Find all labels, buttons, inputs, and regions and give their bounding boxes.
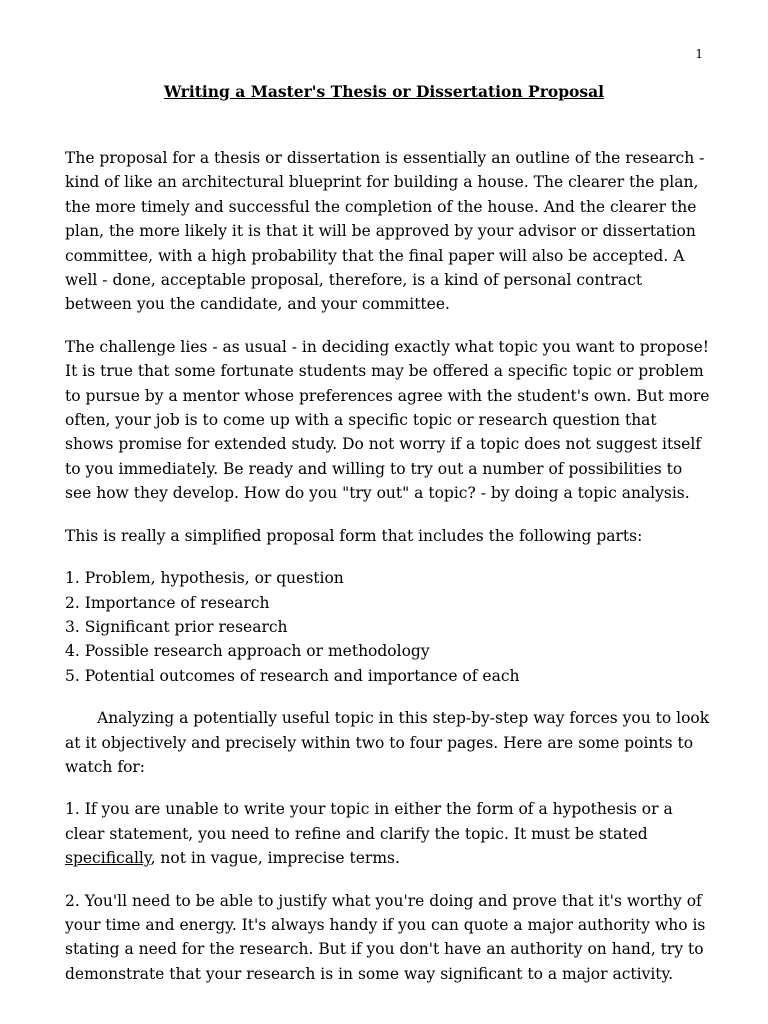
paragraph-analyzing: Analyzing a potentially useful topic in this step-by-step way forces you to look at it objectively and precisely within two to four pages. Here are some points to watch for: xyxy=(65,709,710,776)
page-number: 1 xyxy=(695,47,703,61)
paragraph-point-2: 2. You'll need to be able to justify what you're doing and prove that it's worthy of your time and energy. It's always handy if you can quote a major authority who is stating a need for the research. But if you don't have an authority on hand, try to demonstrate that your research is in some way significant to a major activity. xyxy=(65,891,706,983)
document-body xyxy=(65,146,710,1004)
list-item: 3. Significant prior research xyxy=(65,617,288,636)
paragraph-proposal-form: This is really a simplified proposal form that includes the following parts: xyxy=(65,526,643,545)
point-1-text-start: 1. If you are unable to write your topic in either the form of a hypothesis or a clear statement, you need to refine and clarify the topic. It must be stated xyxy=(65,800,673,843)
paragraph-point-1 xyxy=(65,797,710,870)
paragraph-challenge: The challenge lies - as usual - in deciding exactly what topic you want to propose! It is true that some fortunate students may be offered a specific topic or problem to pursue by a mentor whose preferences agree with the student's own. But more often, your job is to come up with a specific topic or research question that shows promise for extended study. Do not worry if a topic does not suggest itself to you immediately. Be ready and willing to try out a number of possibilities to see how they develop. How do you "try out" a topic? - by doing a topic analysis. xyxy=(65,337,710,503)
paragraph-intro: The proposal for a thesis or dissertation is essentially an outline of the research - kind of like an architectural blueprint for building a house. The clearer the plan, the more timely and successful the completion of the house. And the clearer the plan, the more likely it is that it will be approved by your advisor or dissertation committee, with a high probability that the final paper will also be accepted. A well - done, acceptable proposal, therefore, is a kind of personal contract between you the candidate, and your committee. xyxy=(65,149,705,314)
list-item: 5. Potential outcomes of research and importance of each xyxy=(65,666,520,685)
list-item: 2. Importance of research xyxy=(65,593,270,612)
list-item: 1. Problem, hypothesis, or question xyxy=(65,569,344,588)
document-title: Writing a Master's Thesis or Dissertation Proposal xyxy=(163,82,605,101)
parts-list xyxy=(65,566,710,688)
list-item: 4. Possible research approach or methodology xyxy=(65,642,430,661)
point-1-text-end: , not in vague, imprecise terms. xyxy=(150,849,400,868)
underlined-emphasis: specifically xyxy=(65,849,151,868)
